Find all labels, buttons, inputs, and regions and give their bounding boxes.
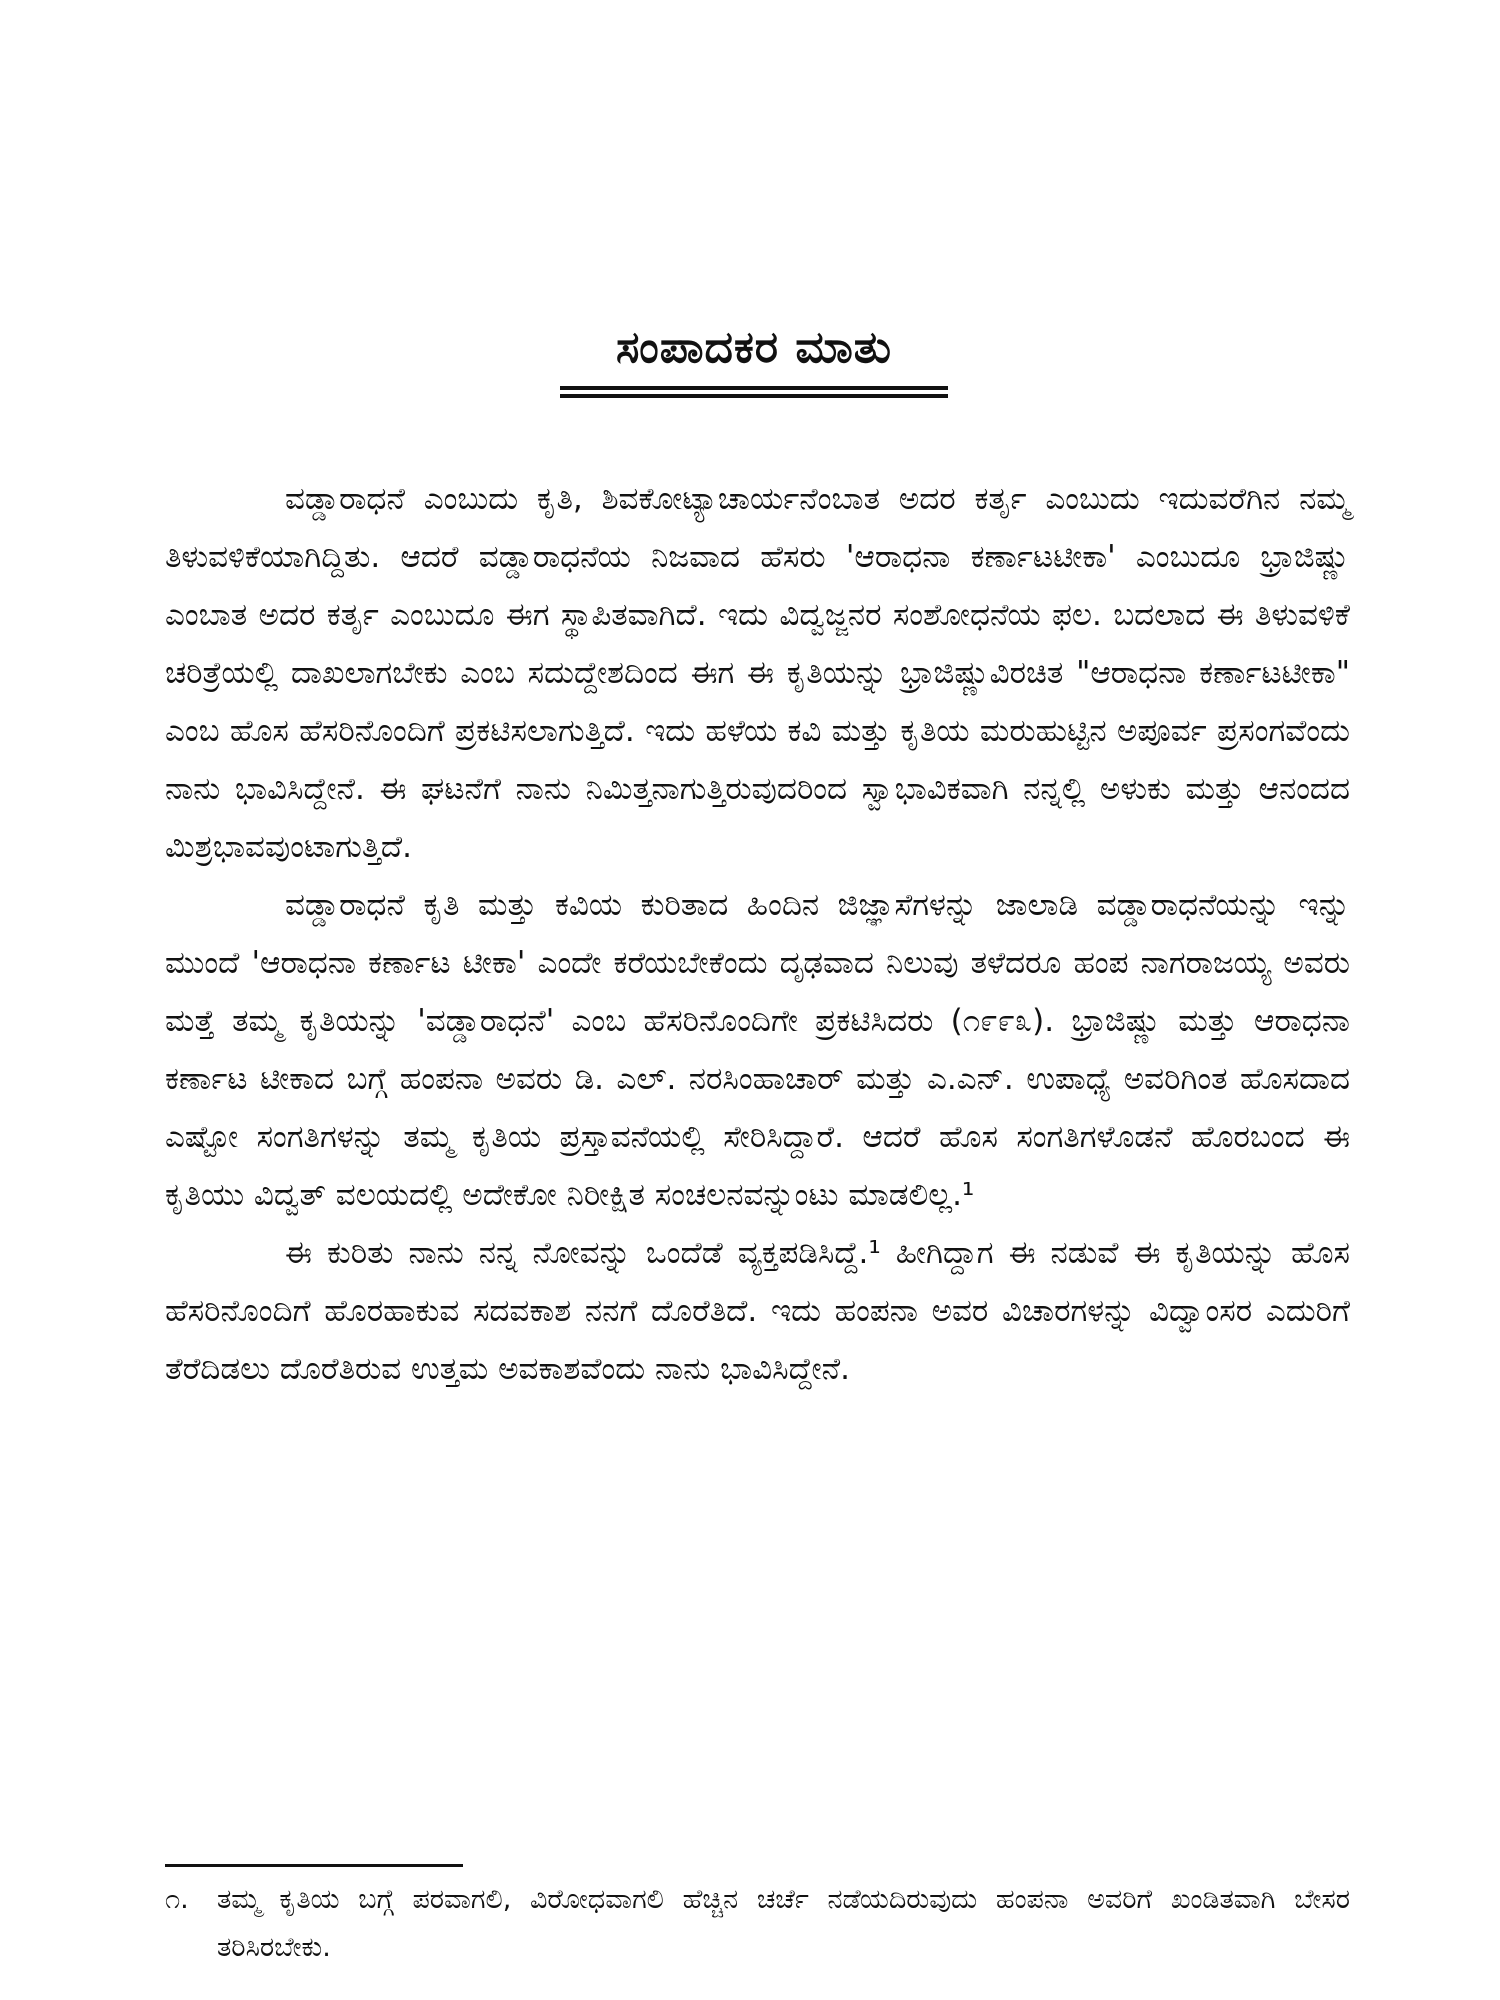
footnote-text: ತಮ್ಮ ಕೃತಿಯ ಬಗ್ಗೆ ಪರವಾಗಲಿ, ವಿರೋಧವಾಗಲಿ ಹೆಚ್ಚಿನ ಚರ್ಚೆ ನಡೆಯದಿರುವುದು ಹಂಪನಾ ಅವರಿಗೆ ಖಂಡಿತವಾಗಿ ಬೇಸರ ತರಿಸಿರಬೇಕು. xyxy=(217,1884,1350,1963)
paragraph: ಈ ಕುರಿತು ನಾನು ನನ್ನ ನೋವನ್ನು ಒಂದೆಡೆ ವ್ಯಕ್ತಪಡಿಸಿದ್ದೆ.¹ ಹೀಗಿದ್ದಾಗ ಈ ನಡುವೆ ಈ ಕೃತಿಯನ್ನು ಹೊಸ ಹೆಸರಿನೊಂದಿಗೆ ಹೊರಹಾಕುವ ಸದವಕಾಶ ನನಗೆ ದೊರೆತಿದೆ. ಇದು ಹಂಪನಾ ಅವರ ವಿಚಾರಗಳನ್ನು ವಿದ್ವಾಂಸರ ಎದುರಿಗೆ ತೆರೆದಿಡಲು ದೊರೆತಿರುವ ಉತ್ತಮ ಅವಕಾಶವೆಂದು ನಾನು ಭಾವಿಸಿದ್ದೇನೆ. xyxy=(165,1235,1350,1387)
footnotes xyxy=(165,1876,1350,1972)
footnote xyxy=(165,1876,1350,1972)
title-underline-top xyxy=(560,386,948,390)
title-underline-bottom xyxy=(560,394,948,398)
footnote-number: ೧. xyxy=(165,1884,189,1915)
title-block xyxy=(560,318,948,398)
body-text xyxy=(165,470,1350,1398)
paragraph: ವಡ್ಡಾರಾಧನೆ ಎಂಬುದು ಕೃತಿ, ಶಿವಕೋಟ್ಯಾಚಾರ್ಯನೆಂಬಾತ ಅದರ ಕರ್ತೃ ಎಂಬುದು ಇದುವರೆಗಿನ ನಮ್ಮ ತಿಳುವಳಿಕೆಯಾಗಿದ್ದಿತು. ಆದರೆ ವಡ್ಡಾರಾಧನೆಯ ನಿಜವಾದ ಹೆಸರು 'ಆರಾಧನಾ ಕರ್ಣಾಟಟೀಕಾ' ಎಂಬುದೂ ಭ್ರಾಜಿಷ್ಣು ಎಂಬಾತ ಅದರ ಕರ್ತೃ ಎಂಬುದೂ ಈಗ ಸ್ಥಾಪಿತವಾಗಿದೆ. ಇದು ವಿದ್ವಜ್ಜನರ ಸಂಶೋಧನೆಯ ಫಲ. ಬದಲಾದ ಈ ತಿಳುವಳಿಕೆ ಚರಿತ್ರೆಯಲ್ಲಿ ದಾಖಲಾಗಬೇಕು ಎಂಬ ಸದುದ್ದೇಶದಿಂದ ಈಗ ಈ ಕೃತಿಯನ್ನು ಭ್ರಾಜಿಷ್ಣುವಿರಚಿತ "ಆರಾಧನಾ ಕರ್ಣಾಟಟೀಕಾ" ಎಂಬ ಹೊಸ ಹೆಸರಿನೊಂದಿಗೆ ಪ್ರಕಟಿಸಲಾಗುತ್ತಿದೆ. ಇದು ಹಳೆಯ ಕವಿ ಮತ್ತು ಕೃತಿಯ ಮರುಹುಟ್ಟಿನ ಅಪೂರ್ವ ಪ್ರಸಂಗವೆಂದು ನಾನು ಭಾವಿಸಿದ್ದೇನೆ. ಈ ಘಟನೆಗೆ ನಾನು ನಿಮಿತ್ತನಾಗುತ್ತಿರುವುದರಿಂದ ಸ್ವಾಭಾವಿಕವಾಗಿ ನನ್ನಲ್ಲಿ ಅಳುಕು ಮತ್ತು ಆನಂದದ ಮಿಶ್ರಭಾವವುಂಟಾಗುತ್ತಿದೆ. xyxy=(165,481,1350,865)
page-title: ಸಂಪಾದಕರ ಮಾತು xyxy=(615,322,893,373)
paragraph: ವಡ್ಡಾರಾಧನೆ ಕೃತಿ ಮತ್ತು ಕವಿಯ ಕುರಿತಾದ ಹಿಂದಿನ ಜಿಜ್ಞಾಸೆಗಳನ್ನು ಜಾಲಾಡಿ ವಡ್ಡಾರಾಧನೆಯನ್ನು ಇನ್ನು ಮುಂದೆ 'ಆರಾಧನಾ ಕರ್ಣಾಟ ಟೀಕಾ' ಎಂದೇ ಕರೆಯಬೇಕೆಂದು ದೃಢವಾದ ನಿಲುವು ತಳೆದರೂ ಹಂಪ ನಾಗರಾಜಯ್ಯ ಅವರು ಮತ್ತೆ ತಮ್ಮ ಕೃತಿಯನ್ನು 'ವಡ್ಡಾರಾಧನೆ' ಎಂಬ ಹೆಸರಿನೊಂದಿಗೇ ಪ್ರಕಟಿಸಿದರು (೧೯೯೩). ಭ್ರಾಜಿಷ್ಣು ಮತ್ತು ಆರಾಧನಾ ಕರ್ಣಾಟ ಟೀಕಾದ ಬಗ್ಗೆ ಹಂಪನಾ ಅವರು ಡಿ. ಎಲ್. ನರಸಿಂಹಾಚಾರ್ ಮತ್ತು ಎ.ಎನ್. ಉಪಾಧ್ಯೆ ಅವರಿಗಿಂತ ಹೊಸದಾದ ಎಷ್ಟೋ ಸಂಗತಿಗಳನ್ನು ತಮ್ಮ ಕೃತಿಯ ಪ್ರಸ್ತಾವನೆಯಲ್ಲಿ ಸೇರಿಸಿದ್ದಾರೆ. ಆದರೆ ಹೊಸ ಸಂಗತಿಗಳೊಡನೆ ಹೊರಬಂದ ಈ ಕೃತಿಯು ವಿದ್ವತ್ ವಲಯದಲ್ಲಿ ಅದೇಕೋ ನಿರೀಕ್ಷಿತ ಸಂಚಲನವನ್ನುಂಟು ಮಾಡಲಿಲ್ಲ.¹ xyxy=(165,887,1350,1213)
footnote-divider xyxy=(165,1864,463,1867)
